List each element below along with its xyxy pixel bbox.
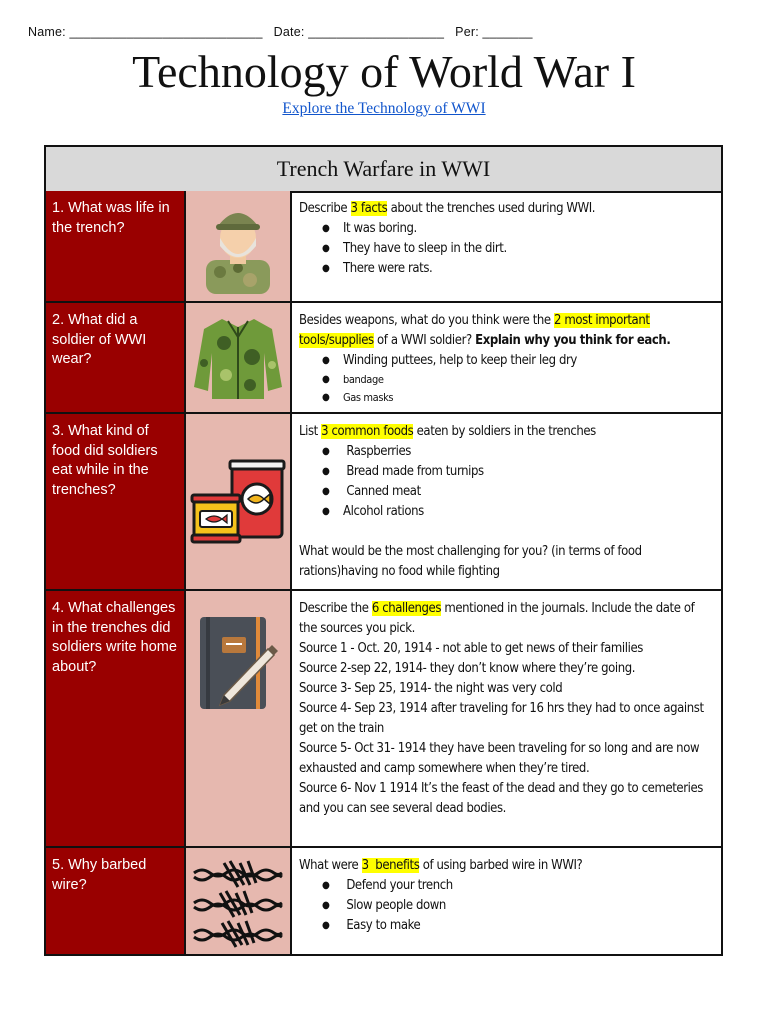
table-row bbox=[46, 191, 721, 301]
name-field[interactable]: Name: ___________________________ bbox=[28, 25, 263, 39]
date-field[interactable]: Date: ___________________ bbox=[273, 25, 445, 39]
answer-list bbox=[299, 442, 715, 522]
table-heading: Trench Warfare in WWI bbox=[46, 147, 721, 193]
table-row bbox=[46, 412, 721, 589]
list-item: ● Slow people down bbox=[343, 896, 715, 916]
source-line: Source 6- Nov 1 1914 It’s the feast of the dead and they go to cemeteries and you can see several dead bodies. bbox=[299, 781, 703, 816]
list-item: ● Gas masks bbox=[343, 389, 715, 407]
source-line: Source 2-sep 22, 1914- they don’t know where they’re going. bbox=[299, 661, 636, 676]
explore-link[interactable]: Explore the Technology of WWI bbox=[282, 100, 486, 117]
prompt-text: Describe the 6 challenges mentioned in the journals. Include the date of the sources you pick. bbox=[299, 601, 695, 636]
table-row bbox=[46, 846, 721, 954]
table-row bbox=[46, 589, 721, 846]
list-item: ● Raspberries bbox=[343, 442, 715, 462]
question-cell: 3. What kind of food did soldiers eat while in the trenches? bbox=[46, 414, 186, 589]
question-cell: 2. What did a soldier of WWI wear? bbox=[46, 303, 186, 412]
list-item: ● Easy to make bbox=[343, 916, 715, 936]
list-item: ● Winding puttees, help to keep their leg dry bbox=[343, 351, 715, 371]
answer-cell[interactable] bbox=[292, 848, 721, 954]
icon-cell bbox=[186, 191, 292, 301]
camo-jacket-icon bbox=[192, 313, 284, 403]
icon-cell bbox=[186, 414, 292, 589]
canned-food-icon bbox=[190, 459, 286, 545]
source-line: Source 5- Oct 31- 1914 they have been traveling for so long and are now exhausted and camp somewhere when they’re tired. bbox=[299, 741, 700, 776]
list-item: ● It was boring. bbox=[343, 219, 715, 239]
list-item: ● Canned meat bbox=[343, 482, 715, 502]
answer-cell[interactable] bbox=[292, 591, 721, 846]
question-cell: 1. What was life in the trench? bbox=[46, 191, 186, 301]
source-line: Source 1 - Oct. 20, 1914 - not able to get news of their families bbox=[299, 641, 643, 656]
list-item: ● bandage bbox=[343, 371, 715, 389]
prompt-text: What were 3 benefits of using barbed wire in WWI? bbox=[299, 858, 583, 873]
answer-list bbox=[299, 219, 715, 279]
list-item: ● Defend your trench bbox=[343, 876, 715, 896]
prompt-text: Describe 3 facts about the trenches used during WWI. bbox=[299, 201, 596, 216]
list-item: ● Bread made from turnips bbox=[343, 462, 715, 482]
soldier-icon bbox=[198, 198, 278, 294]
page-title: Technology of World War I bbox=[132, 46, 636, 97]
icon-cell bbox=[186, 303, 292, 412]
question-cell: 4. What challenges in the trenches did soldiers write home about? bbox=[46, 591, 186, 846]
answer-cell[interactable] bbox=[292, 303, 721, 412]
source-line: Source 3- Sep 25, 1914- the night was very cold bbox=[299, 681, 563, 696]
source-line: Source 4- Sep 23, 1914 after traveling for 16 hrs they had to once against get on the train bbox=[299, 701, 704, 736]
period-field[interactable]: Per: _______ bbox=[455, 25, 533, 39]
list-item: ● They have to sleep in the dirt. bbox=[343, 239, 715, 259]
list-item: ● Alcohol rations bbox=[343, 502, 715, 522]
followup-text: What would be the most challenging for you? (in terms of food rations)having no food while fighting bbox=[299, 544, 642, 579]
prompt-text: Besides weapons, what do you think were the 2 most important tools/supplies of a WWI soldier? Explain why you think for each. bbox=[299, 313, 671, 348]
worksheet-table bbox=[44, 145, 723, 956]
list-item: ● There were rats. bbox=[343, 259, 715, 279]
answer-list bbox=[299, 876, 715, 936]
question-cell: 5. Why barbed wire? bbox=[46, 848, 186, 954]
barbed-wire-icon bbox=[190, 853, 286, 949]
prompt-text: List 3 common foods eaten by soldiers in the trenches bbox=[299, 424, 596, 439]
answer-cell[interactable] bbox=[292, 414, 721, 589]
table-row bbox=[46, 301, 721, 412]
answer-list bbox=[299, 351, 715, 407]
icon-cell bbox=[186, 848, 292, 954]
answer-cell[interactable] bbox=[292, 191, 721, 301]
journal-icon bbox=[194, 613, 282, 713]
student-info-line bbox=[28, 25, 533, 39]
icon-cell bbox=[186, 591, 292, 846]
